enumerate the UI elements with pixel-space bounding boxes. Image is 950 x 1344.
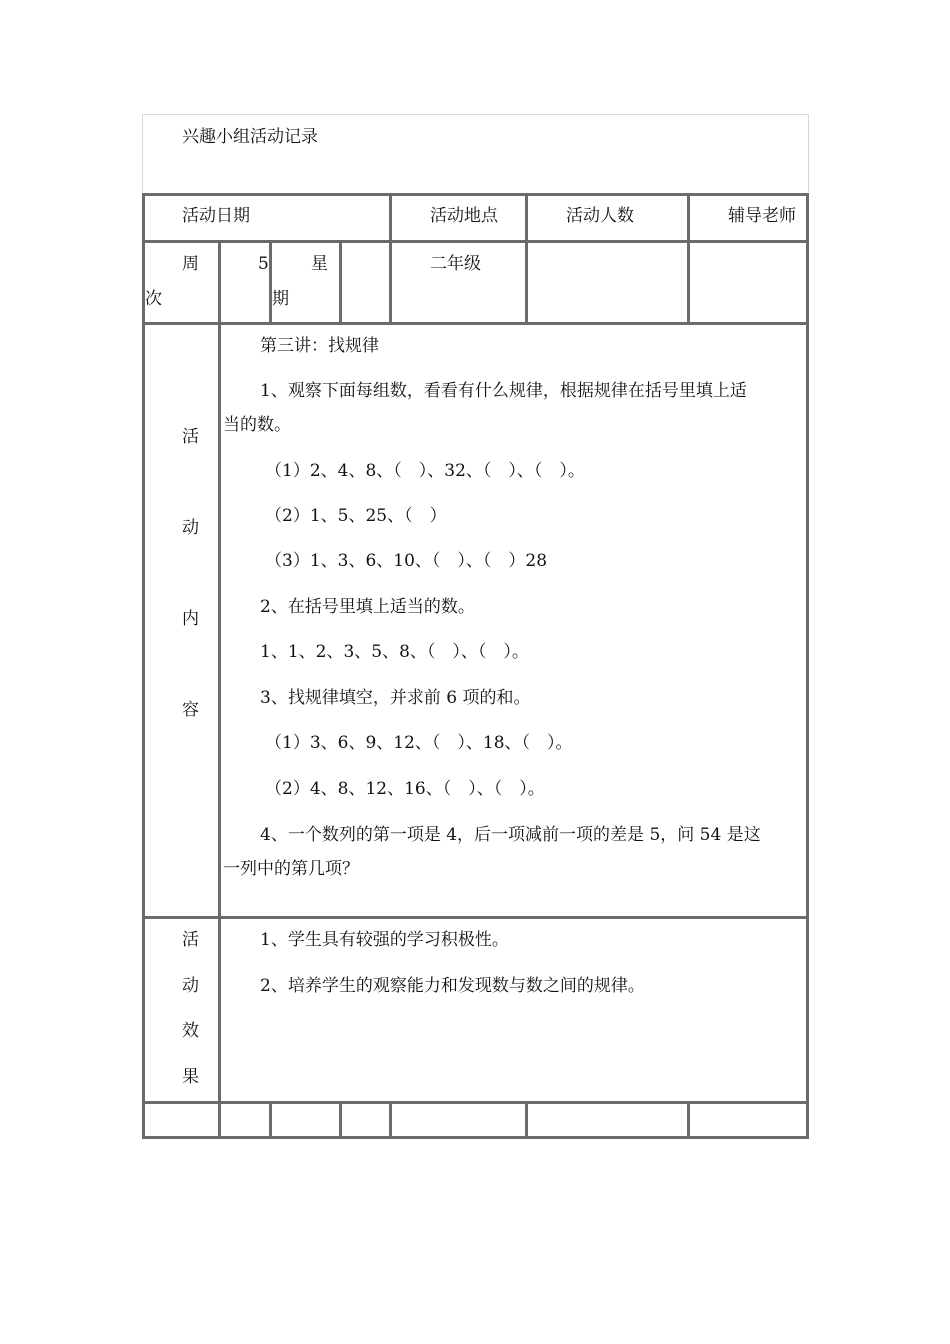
table-line: [142, 1136, 809, 1139]
effect-label-char: 活: [182, 930, 199, 950]
table-line: [269, 240, 272, 325]
question-2: 2、在括号里填上适当的数。: [260, 597, 475, 617]
header-count: 活动人数: [566, 206, 634, 226]
table-line: [687, 240, 690, 325]
weekday-label-part2: 期: [272, 289, 289, 309]
lesson-heading: 第三讲：找规律: [260, 336, 379, 356]
table-line: [142, 240, 809, 243]
question-4-line-2: 一列中的第几项？: [223, 859, 359, 879]
table-line: [142, 322, 809, 325]
table-line: [389, 1101, 392, 1139]
content-label-char: 容: [182, 700, 199, 720]
header-place: 活动地点: [430, 206, 498, 226]
table-line: [389, 193, 392, 243]
question-1-line-2: 当的数。: [223, 415, 291, 435]
question-4-line-1: 4、一个数列的第一项是 4，后一项减前一项的差是 5，问 54 是这: [260, 825, 761, 845]
table-line: [339, 240, 342, 325]
table-line: [218, 322, 221, 1104]
question-3-b: （2）4、8、12、16、（ ）、（ ）。: [265, 779, 545, 799]
table-line: [687, 193, 690, 243]
table-line: [269, 1101, 272, 1139]
table-line: [806, 193, 809, 1139]
table-line: [218, 1101, 221, 1139]
content-label-char: 内: [182, 609, 199, 629]
table-line: [218, 240, 221, 325]
question-3: 3、找规律填空，并求前 6 项的和。: [260, 688, 531, 708]
effect-label-char: 果: [182, 1067, 199, 1087]
table-line: [389, 240, 392, 325]
page-title: 兴趣小组活动记录: [182, 127, 318, 147]
week-label-part1: 周: [182, 254, 199, 274]
effect-label-char: 动: [182, 976, 199, 996]
question-2-a: 1、1、2、3、5、8、（ ）、（ ）。: [260, 642, 529, 662]
table-line: [339, 1101, 342, 1139]
place-value: 二年级: [430, 254, 481, 274]
question-1-c: （3）1、3、6、10、（ ）、（ ）28: [265, 551, 548, 571]
question-1-b: （2）1、5、25、（ ）: [265, 506, 447, 526]
question-1-a: （1）2、4、8、（ ）、32、（ ）、（ ）。: [265, 461, 585, 481]
table-line: [142, 1101, 809, 1104]
table-line: [142, 193, 145, 1139]
effect-item-2: 2、培养学生的观察能力和发现数与数之间的规律。: [260, 976, 645, 996]
header-date: 活动日期: [182, 206, 250, 226]
content-label-char: 活: [182, 427, 199, 447]
table-line: [525, 1101, 528, 1139]
table-line: [525, 240, 528, 325]
question-3-a: （1）3、6、9、12、（ ）、18、（ ）。: [265, 733, 573, 753]
header-teacher: 辅导老师: [728, 206, 796, 226]
effect-item-1: 1、学生具有较强的学习积极性。: [260, 930, 509, 950]
question-1-line-1: 1、观察下面每组数，看看有什么规律，根据规律在括号里填上适: [260, 381, 747, 401]
content-label-char: 动: [182, 518, 199, 538]
table-line: [142, 193, 809, 196]
table-line: [142, 916, 809, 919]
table-line: [525, 193, 528, 243]
week-number: 5: [258, 254, 269, 274]
effect-label-char: 效: [182, 1021, 199, 1041]
table-line: [687, 1101, 690, 1139]
week-label-part2: 次: [145, 289, 162, 309]
weekday-label-part1: 星: [311, 254, 328, 274]
